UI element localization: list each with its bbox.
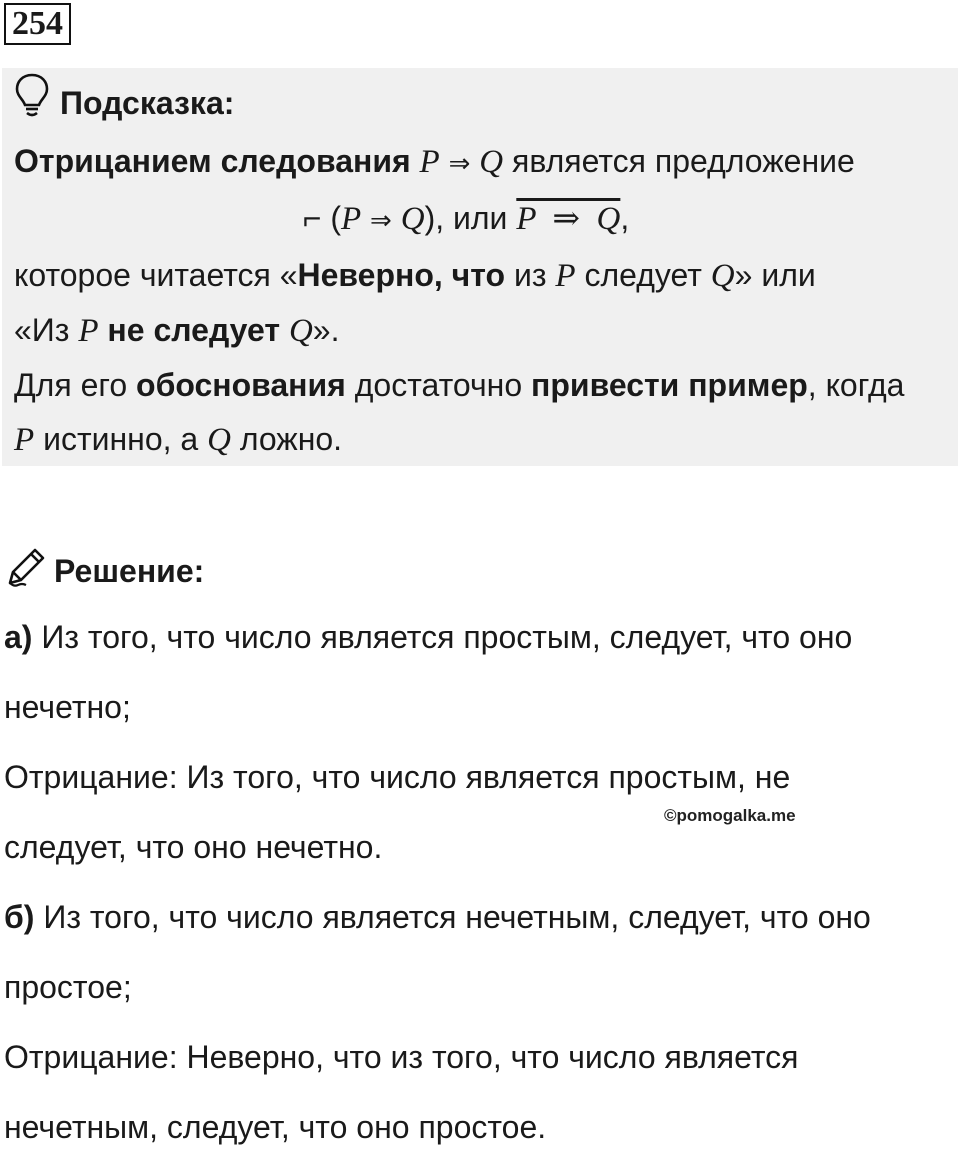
solution-title: Решение: bbox=[54, 552, 205, 589]
hint-line-5: Для его обоснования достаточно привести пример, когда bbox=[14, 367, 905, 403]
hint-title: Подсказка: bbox=[60, 85, 235, 121]
item-a-negation: Отрицание: Из того, что число является простым, не bbox=[4, 759, 791, 795]
hint-header bbox=[14, 72, 958, 134]
item-a-statement: а) Из того, что число является простым, следует, что оно bbox=[4, 619, 853, 655]
lightbulb-icon bbox=[14, 72, 50, 134]
task-number: 254 bbox=[4, 3, 71, 45]
item-b-statement-cont: простое; bbox=[4, 969, 132, 1005]
item-b-statement: б) Из того, что число является нечетным, следует, что оно bbox=[4, 899, 871, 935]
hint-box bbox=[2, 68, 958, 466]
item-b-negation: Отрицание: Неверно, что из того, что число является bbox=[4, 1039, 799, 1075]
hint-line-4: «Из P не следует Q». bbox=[14, 312, 340, 349]
hint-line-2: ⌐ (P ⇒ Q), или P ⇒ Q, bbox=[302, 200, 630, 237]
item-a-negation-cont: следует, что оно нечетно. bbox=[4, 829, 383, 865]
item-a-statement-cont: нечетно; bbox=[4, 689, 131, 725]
hint-line-1: Отрицанием следования P ⇒ Q является предложение bbox=[14, 143, 855, 180]
solution-header bbox=[4, 540, 956, 602]
pencil-icon bbox=[4, 545, 48, 597]
solution-section bbox=[4, 540, 956, 1162]
item-b-negation-cont: нечетным, следует, что оно простое. bbox=[4, 1109, 547, 1145]
hint-line-6: P истинно, а Q ложно. bbox=[14, 421, 343, 458]
watermark: ©pomogalka.me bbox=[664, 806, 796, 825]
hint-line-3: которое читается «Неверно, что из P следует Q» или bbox=[14, 257, 816, 294]
